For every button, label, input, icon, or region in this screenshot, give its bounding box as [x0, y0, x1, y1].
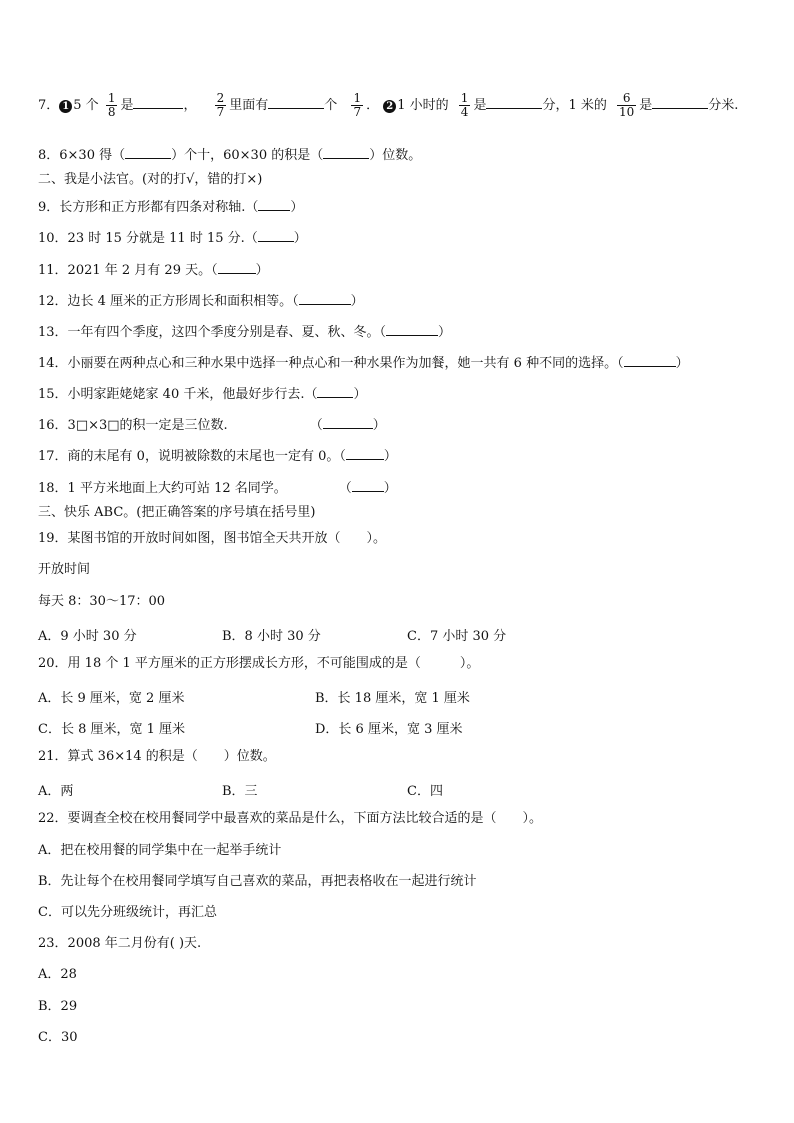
- answer-blank[interactable]: [323, 146, 369, 159]
- q21-option-a[interactable]: A．两: [38, 784, 74, 799]
- fraction-1-8: $\frac{1}{8}$: [107, 91, 116, 119]
- paren-open: （: [309, 418, 323, 433]
- q7-text: 里面有: [229, 98, 269, 113]
- paren-close: ）: [438, 325, 452, 340]
- q7-text: 5 个: [73, 98, 99, 113]
- q23-option-b[interactable]: B．29: [38, 999, 78, 1014]
- circled-number-2: 2: [383, 100, 396, 113]
- question-16: [38, 416, 386, 434]
- answer-blank[interactable]: [218, 261, 256, 274]
- question-9: [38, 198, 303, 216]
- q18-text: 18．1 平方米地面上大约可站 12 名同学。: [38, 481, 287, 496]
- q20-option-c[interactable]: C．长 8 厘米，宽 1 厘米: [38, 722, 186, 737]
- paren-close: ）: [350, 294, 364, 309]
- question-7: [38, 92, 738, 119]
- q19-option-b[interactable]: B．8 小时 30 分: [222, 629, 321, 644]
- answer-blank[interactable]: [299, 292, 351, 305]
- paren-close: ）: [675, 356, 689, 371]
- paren-close: ）: [255, 263, 269, 278]
- question-12: [38, 292, 364, 310]
- answer-blank[interactable]: [268, 96, 324, 109]
- paren-close: ）: [383, 481, 397, 496]
- q11-text: 11．2021 年 2 月有 29 天。（: [38, 263, 218, 278]
- q20-option-a[interactable]: A．长 9 厘米，宽 2 厘米: [38, 691, 185, 706]
- fraction-6-10: $\frac{6}{10}$: [619, 91, 635, 119]
- answer-blank[interactable]: [386, 323, 438, 336]
- q22-option-a[interactable]: A．把在校用餐的同学集中在一起举手统计: [38, 843, 282, 858]
- question-15: [38, 385, 367, 403]
- question-18: [38, 479, 397, 497]
- question-8: [38, 146, 421, 164]
- q7-text: 是: [639, 98, 653, 113]
- answer-blank[interactable]: [258, 198, 290, 211]
- q7-text: ．: [366, 98, 380, 113]
- q23-option-a[interactable]: A．28: [38, 967, 77, 982]
- fraction-2-7: $\frac{2}{7}$: [216, 91, 225, 119]
- paren-close: ）: [353, 387, 367, 402]
- circled-number-1: 1: [59, 100, 72, 113]
- question-19: 19．某图书馆的开放时间如图，图书馆全天共开放（ ）。: [38, 531, 387, 546]
- question-22: 22．要调查全校在校用餐同学中最喜欢的菜品是什么，下面方法比较合适的是（ ）。: [38, 811, 543, 826]
- paren-open: （: [338, 481, 352, 496]
- q7-text: 分，1 米的: [542, 98, 607, 113]
- q8-text: 8．6×30 得（: [38, 148, 126, 163]
- answer-blank[interactable]: [346, 447, 384, 460]
- paren-close: ）: [293, 231, 307, 246]
- q8-text: ）位数。: [369, 148, 422, 163]
- q7-text: 1 小时的: [397, 98, 449, 113]
- answer-blank[interactable]: [323, 416, 373, 429]
- question-13: [38, 323, 451, 341]
- question-21: 21．算式 36×14 的积是（ ）位数。: [38, 749, 276, 764]
- q7-number: 7．: [38, 98, 60, 113]
- paren-close: ）: [290, 200, 304, 215]
- q22-option-b[interactable]: B．先让每个在校用餐同学填写自己喜欢的菜品，再把表格收在一起进行统计: [38, 874, 477, 889]
- answer-blank[interactable]: [125, 146, 171, 159]
- answer-blank[interactable]: [652, 96, 708, 109]
- q8-text: ）个十，60×30 的积是（: [171, 148, 324, 163]
- q20-option-d[interactable]: D．长 6 厘米，宽 3 厘米: [315, 722, 463, 737]
- question-10: [38, 229, 307, 247]
- section-3-heading: 三、快乐 ABC。(把正确答案的序号填在括号里): [38, 505, 316, 520]
- q13-text: 13．一年有四个季度，这四个季度分别是春、夏、秋、冬。（: [38, 325, 387, 340]
- q22-option-c[interactable]: C．可以先分班级统计，再汇总: [38, 905, 217, 920]
- q7-text: 个: [324, 98, 338, 113]
- answer-blank[interactable]: [352, 479, 384, 492]
- q15-text: 15．小明家距姥姥家 40 千米，他最好步行去.（: [38, 387, 318, 402]
- q19-option-c[interactable]: C．7 小时 30 分: [407, 629, 507, 644]
- q17-text: 17．商的末尾有 0，说明被除数的末尾也一定有 0。（: [38, 449, 346, 464]
- q21-option-b[interactable]: B．三: [222, 784, 258, 799]
- answer-blank[interactable]: [486, 96, 542, 109]
- question-17: [38, 447, 397, 465]
- fraction-1-4: $\frac{1}{4}$: [460, 91, 469, 119]
- answer-blank[interactable]: [258, 229, 294, 242]
- fraction-1-7: $\frac{1}{7}$: [353, 91, 362, 119]
- q16-text: 16．3□×3□的积一定是三位数.: [38, 418, 228, 433]
- opening-hours-value: 每天 8：30～17：00: [38, 594, 166, 609]
- answer-blank[interactable]: [317, 385, 353, 398]
- question-14: [38, 354, 689, 372]
- q20-option-b[interactable]: B．长 18 厘米，宽 1 厘米: [315, 691, 470, 706]
- question-20: 20．用 18 个 1 平方厘米的正方形摆成长方形，不可能围成的是（ ）。: [38, 656, 480, 671]
- question-23: 23．2008 年二月份有( )天.: [38, 936, 202, 951]
- q21-option-c[interactable]: C．四: [407, 784, 443, 799]
- opening-hours-label: 开放时间: [38, 562, 91, 577]
- q7-text: 分米.: [708, 98, 739, 113]
- q14-text: 14．小丽要在两种点心和三种水果中选择一种点心和一种水果作为加餐，她一共有 6 种不同的选择。（: [38, 356, 624, 371]
- q7-text: 是: [120, 98, 134, 113]
- paren-close: ）: [372, 418, 386, 433]
- q7-text: ，: [183, 98, 197, 113]
- answer-blank[interactable]: [133, 96, 183, 109]
- q19-option-a[interactable]: A．9 小时 30 分: [38, 629, 137, 644]
- q9-text: 9．长方形和正方形都有四条对称轴.（: [38, 200, 259, 215]
- q12-text: 12．边长 4 厘米的正方形周长和面积相等。（: [38, 294, 299, 309]
- q23-option-c[interactable]: C．30: [38, 1030, 78, 1045]
- paren-close: ）: [383, 449, 397, 464]
- q7-text: 是: [473, 98, 487, 113]
- q10-text: 10．23 时 15 分就是 11 时 15 分.（: [38, 231, 258, 246]
- answer-blank[interactable]: [624, 354, 676, 367]
- section-2-heading: 二、我是小法官。(对的打√，错的打×): [38, 172, 263, 187]
- question-11: [38, 261, 269, 279]
